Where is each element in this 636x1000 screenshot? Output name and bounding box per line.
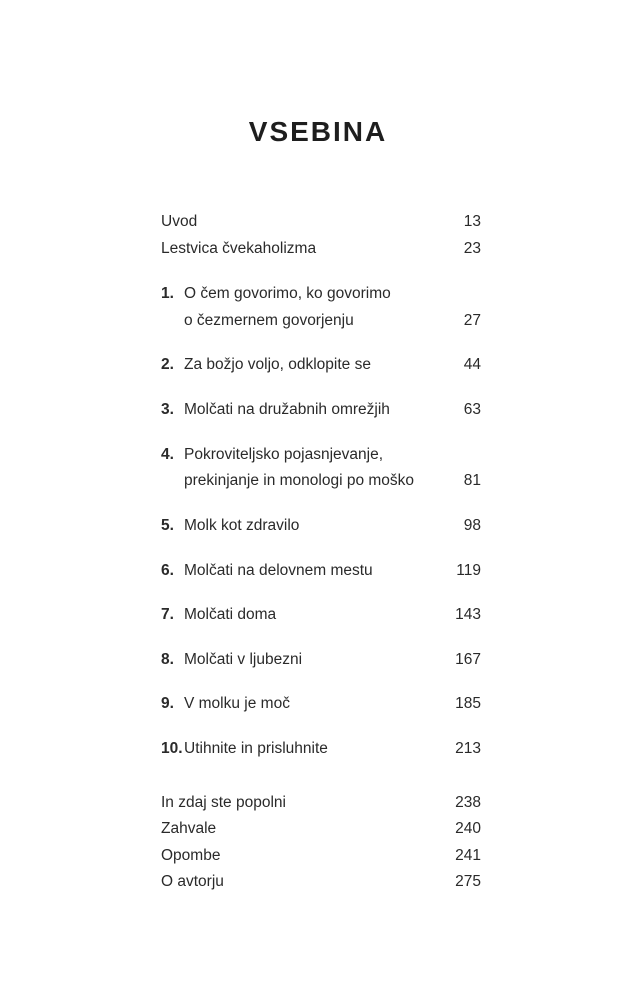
toc-page-number: 23 [463,240,481,257]
toc-entry-title: O avtorju [161,873,224,890]
chapter-title: Molčati v ljubezni [184,651,303,668]
toc-chapter-1 [161,284,481,304]
chapter-number: 5. [161,517,174,534]
toc-entry-title: Uvod [161,213,198,230]
toc-entry-title: Opombe [161,847,221,864]
toc-chapter-4-cont [161,471,481,491]
toc-page-number: 13 [463,213,481,230]
toc-chapter-1-cont [161,311,481,331]
chapter-number: 9. [161,695,174,712]
chapter-number: 8. [161,651,174,668]
chapter-number: 1. [161,285,174,302]
toc-page-number: 167 [455,651,481,668]
toc-page-number: 240 [455,820,481,837]
toc-page-number: 63 [463,401,481,418]
toc-page-number: 44 [463,356,481,373]
toc-entry-scale [161,239,481,259]
toc-chapter-5 [161,516,481,536]
toc-entry-notes [161,846,481,866]
toc-page-number: 81 [463,472,481,489]
toc-chapter-2 [161,355,481,375]
toc-entry-acknowledgements [161,819,481,839]
toc-chapter-9 [161,694,481,714]
toc-page-number: 27 [463,312,481,329]
chapter-number: 7. [161,606,174,623]
chapter-title: Utihnite in prisluhnite [184,740,328,757]
toc-chapter-6 [161,561,481,581]
toc-entry-title: In zdaj ste popolni [161,794,286,811]
chapter-title: Molk kot zdravilo [184,517,300,534]
chapter-number: 2. [161,356,174,373]
toc-chapter-4 [161,445,481,465]
toc-page-number: 185 [455,695,481,712]
toc-entry-about-author [161,872,481,892]
chapter-title-continued: o čezmernem govorjenju [184,312,354,329]
table-of-contents [161,0,481,1000]
chapter-number: 3. [161,401,174,418]
toc-page-number: 241 [455,847,481,864]
toc-page-number: 275 [455,873,481,890]
toc-page-number: 98 [463,517,481,534]
toc-page-number: 119 [456,562,481,579]
chapter-number: 6. [161,562,174,579]
toc-page-number: 238 [455,794,481,811]
chapter-title: Pokroviteljsko pojasnjevanje, [184,446,384,463]
chapter-title-continued: prekinjanje in monologi po moško [184,472,415,489]
toc-entry-title: Zahvale [161,820,217,837]
chapter-title: Molčati na družabnih omrežjih [184,401,390,418]
toc-entry-now-complete [161,793,481,813]
toc-page-number: 143 [455,606,481,623]
chapter-title: Za božjo voljo, odklopite se [184,356,371,373]
chapter-title: O čem govorimo, ko govorimo [184,285,391,302]
toc-entry-intro [161,212,481,232]
chapter-title: V molku je moč [184,695,290,712]
toc-chapter-10 [161,739,481,759]
toc-entry-title: Lestvica čvekaholizma [161,240,317,257]
chapter-title: Molčati doma [184,606,277,623]
chapter-title: Molčati na delovnem mestu [184,562,373,579]
page-title: VSEBINA [248,116,388,147]
toc-page-number: 213 [455,740,481,757]
toc-chapter-7 [161,605,481,625]
toc-chapter-3 [161,400,481,420]
chapter-number: 10. [161,740,183,757]
toc-chapter-8 [161,650,481,670]
chapter-number: 4. [161,446,174,463]
